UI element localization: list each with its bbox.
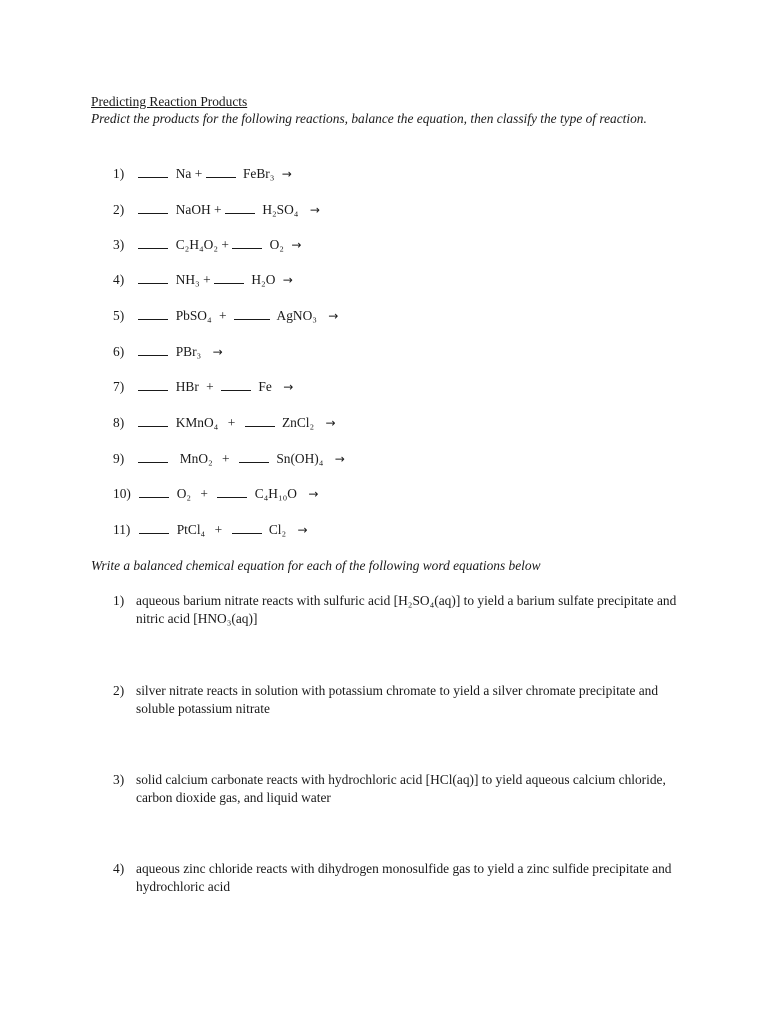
word-equation-text: aqueous barium nitrate reacts with sulfuric acid [H₂SO₄(aq)] to yield a barium sulfate precipitate and nitric acid [HNO₃(aq)]	[136, 593, 677, 626]
plus-sign: +	[227, 415, 236, 430]
reactant-1: NH₃	[175, 272, 200, 287]
reaction-number: 7)	[113, 379, 125, 394]
reactant-2: FeBr₃	[242, 166, 275, 181]
word-equation-text: silver nitrate reacts in solution with potassium chromate to yield a silver chromate precipitate and soluble potassium nitrate	[136, 683, 659, 716]
reaction-number: 3)	[113, 237, 125, 252]
reaction-item	[113, 450, 345, 468]
plus-sign: +	[222, 451, 230, 466]
arrow-icon: →	[283, 380, 294, 394]
coefficient-blank	[139, 485, 169, 498]
reaction-number: 11)	[113, 522, 131, 537]
worksheet-title: Predicting Reaction Products	[91, 94, 248, 109]
reaction-item	[113, 521, 308, 539]
coefficient-blank	[138, 201, 168, 214]
coefficient-blank	[232, 236, 262, 249]
reactant-1: O₂	[176, 486, 192, 501]
reaction-number: 6)	[113, 344, 125, 359]
reactant-2: H₂SO₄	[262, 202, 299, 217]
instructions-text: Predict the products for the following reactions, balance the equation, then classify the type of reaction.	[91, 111, 647, 126]
coefficient-blank	[138, 165, 168, 178]
arrow-icon: →	[334, 452, 345, 466]
reaction-number: 8)	[113, 415, 125, 430]
reactant-1: Na	[175, 166, 192, 181]
word-equation-number: 3)	[113, 772, 125, 787]
coefficient-blank	[138, 414, 168, 427]
coefficient-blank	[221, 378, 251, 391]
reaction-number: 1)	[113, 166, 125, 181]
reaction-item	[113, 236, 301, 254]
section-heading: Write a balanced chemical equation for each of the following word equations below	[91, 558, 541, 573]
word-equation-number: 4)	[113, 861, 125, 876]
arrow-icon: →	[212, 345, 223, 359]
plus-sign: +	[203, 272, 211, 287]
coefficient-blank	[217, 485, 247, 498]
reactant-2: C₄H₁₀O	[254, 486, 297, 501]
plus-sign: +	[214, 202, 222, 217]
reaction-item	[113, 271, 293, 289]
reactant-2: Fe	[258, 379, 272, 394]
reaction-item	[113, 201, 320, 219]
coefficient-blank	[214, 271, 244, 284]
arrow-icon: →	[282, 273, 293, 287]
coefficient-blank	[206, 165, 236, 178]
word-equation-text: aqueous zinc chloride reacts with dihydrogen monosulfide gas to yield a zinc sulfide precipitate and hydrochloric acid	[136, 861, 672, 894]
coefficient-blank	[245, 414, 275, 427]
reactant-1: PtCl₄	[176, 522, 206, 537]
reactant-1: PBr₃	[175, 344, 202, 359]
coefficient-blank	[138, 307, 168, 320]
reactant-2: O₂	[269, 237, 284, 252]
coefficient-blank	[139, 521, 169, 534]
word-equation-text: solid calcium carbonate reacts with hydrochloric acid [HCl(aq)] to yield aqueous calcium chloride, carbon dioxide gas, and liquid water	[136, 772, 666, 805]
reactant-1: PbSO₄	[175, 308, 212, 323]
plus-sign: +	[206, 379, 214, 394]
word-equation-number: 1)	[113, 593, 125, 608]
reaction-item	[113, 307, 338, 325]
coefficient-blank	[138, 378, 168, 391]
arrow-icon: →	[328, 309, 339, 323]
reactant-1: MnO₂	[179, 451, 213, 466]
coefficient-blank	[138, 450, 168, 463]
reaction-item	[113, 378, 293, 396]
reactant-1: C₂H₄O₂	[175, 237, 218, 252]
reaction-item	[113, 414, 336, 432]
reactant-2: Sn(OH)₄	[276, 451, 324, 466]
plus-sign: +	[194, 166, 203, 181]
arrow-icon: →	[281, 167, 292, 181]
coefficient-blank	[225, 201, 255, 214]
reaction-number: 10)	[113, 486, 131, 501]
reactant-1: NaOH	[175, 202, 211, 217]
reaction-item	[113, 343, 223, 361]
coefficient-blank	[138, 271, 168, 284]
reaction-number: 4)	[113, 272, 125, 287]
reactant-1: KMnO₄	[175, 415, 219, 430]
reaction-item	[113, 485, 318, 503]
coefficient-blank	[234, 307, 270, 320]
reaction-number: 9)	[113, 451, 125, 466]
reaction-item	[113, 165, 292, 183]
coefficient-blank	[239, 450, 269, 463]
reactant-2: ZnCl₂	[281, 415, 315, 430]
coefficient-blank	[138, 343, 168, 356]
arrow-icon: →	[291, 238, 302, 252]
arrow-icon: →	[325, 416, 336, 430]
plus-sign: +	[221, 237, 229, 252]
plus-sign: +	[214, 522, 223, 537]
reactant-2: Cl₂	[268, 522, 287, 537]
reaction-number: 5)	[113, 308, 125, 323]
plus-sign: +	[219, 308, 227, 323]
reactant-2: H₂O	[251, 272, 276, 287]
arrow-icon: →	[308, 487, 319, 501]
plus-sign: +	[200, 486, 208, 501]
reaction-number: 2)	[113, 202, 125, 217]
coefficient-blank	[138, 236, 168, 249]
word-equation-number: 2)	[113, 683, 125, 698]
reactant-2: AgNO₃	[276, 308, 317, 323]
coefficient-blank	[232, 521, 262, 534]
arrow-icon: →	[309, 203, 320, 217]
reactant-1: HBr	[175, 379, 199, 394]
arrow-icon: →	[297, 523, 308, 537]
